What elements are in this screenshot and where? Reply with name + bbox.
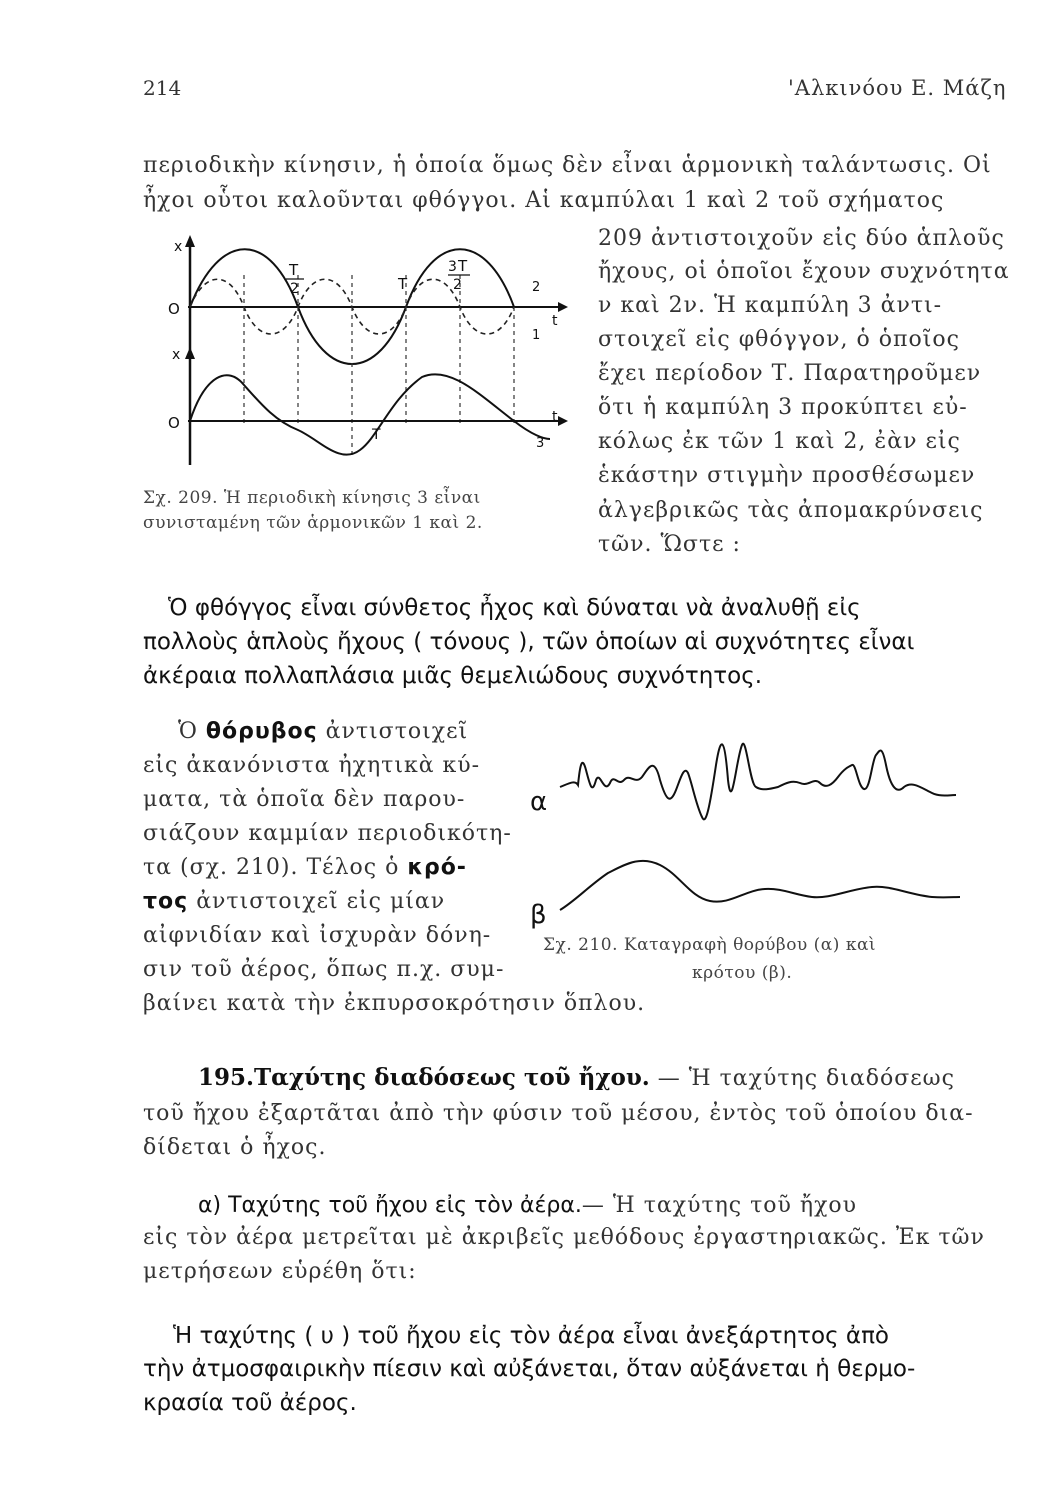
intro-side-2: ἤχους, οἱ ὁποῖοι ἔχουν συχνότητα [598,259,1010,284]
fig209-label-o-top: O [168,300,180,318]
noise-line-6: τος ἀντιστοιχεῖ εἰς μίαν [143,889,446,914]
noise-line-7: αἰφνιδίαν καὶ ἰσχυρὰν δόνη- [143,923,492,948]
subsection-a-line-2: εἰς τὸν ἀέρα μετρεῖται μὲ ἀκριβεῖς μεθόδους ἐργαστηριακῶς. Ἐκ τῶν [143,1225,985,1250]
fig209-label-half-T-num: T [289,261,299,279]
intro-line-2: ἦχοι οὗτοι καλοῦνται φθόγγοι. Αἱ καμπύλαι 1 καὶ 2 τοῦ σχήματος [143,188,945,213]
noise-line-1: Ὁ θόρυβος ἀντιστοιχεῖ [178,719,469,744]
intro-side-4: στοιχεῖ εἰς φθόγγον, ὁ ὁποῖος [598,327,960,352]
subsection-a-line-1: α) Ταχύτης τοῦ ἤχου εἰς τὸν ἀέρα.— Ἡ ταχύτης τοῦ ἤχου [198,1193,858,1218]
fig210-caption-1: Σχ. 210. Καταγραφὴ θορύβου (α) καὶ [543,935,877,955]
noise-line-3: ματα, τὰ ὁποῖα δὲν παρου- [143,787,466,812]
figure-210 [520,725,970,935]
intro-side-9: ἀλγεβρικῶς τὰς ἀπομακρύνσεις [598,498,984,523]
fig209-label-t-bottom: t [552,409,558,425]
fig209-bottom-x-arrow [558,416,568,426]
noise-line-4: σιάζουν καμμίαν περιοδικότη- [143,821,512,846]
fig209-label-t-top: t [552,313,558,329]
fig209-caption-2: συνισταμένη τῶν ἁρμονικῶν 1 καὶ 2. [143,513,483,533]
intro-side-3: ν καὶ 2ν. Ἡ καμπύλη 3 ἀντι- [598,293,943,318]
fig209-label-curve-3: 3 [536,436,545,451]
fig209-label-x-top: x [174,239,183,255]
rule2-line-2: τὴν ἀτμοσφαιρικὴν πίεσιν καὶ αὐξάνεται, ὅταν αὐξάνεται ἡ θερμο- [143,1356,916,1382]
running-title: 'Αλκινόου Ε. Μάζη [788,76,1007,100]
subsection-a-heading: α) Ταχύτης τοῦ ἤχου εἰς τὸν ἀέρα. [198,1193,582,1218]
intro-side-8: ἑκάστην στιγμὴν προσθέσωμεν [598,463,976,488]
noise-line-5: τα (σχ. 210). Τέλος ὁ κρό- [143,855,467,880]
section-195-line-2: τοῦ ἤχου ἐξαρτᾶται ἀπὸ τὴν φύσιν τοῦ μέσου, ἐντὸς τοῦ ὁποίου δια- [143,1101,974,1126]
section-title: Ταχύτης διαδόσεως τοῦ ἤχου. [254,1064,650,1091]
intro-side-10: τῶν. Ὥστε : [598,532,741,557]
page-number: 214 [143,76,182,100]
section-195-line-3: δίδεται ὁ ἦχος. [143,1135,327,1160]
subsection-a-line-3: μετρήσεων εὑρέθη ὅτι: [143,1259,417,1284]
intro-line-1: περιοδικὴν κίνησιν, ἡ ὁποία ὅμως δὲν εἶναι ἁρμονικὴ ταλάντωσις. Οἱ [143,153,992,178]
fig209-top-y-arrow [185,235,195,247]
term-bang: κρό- [407,855,467,880]
fig209-label-3T-T: T [458,257,468,275]
intro-side-6: ὅτι ἡ καμπύλη 3 προκύπτει εὐ- [598,395,968,420]
noise-line-2: εἰς ἀκανόνιστα ἠχητικὰ κύ- [143,753,481,778]
noise-line-9: βαίνει κατὰ τὴν ἐκπυρσοκρότησιν ὅπλου. [143,991,646,1016]
fig209-label-curve-1: 1 [532,328,541,343]
rule2-line-3: κρασία τοῦ ἀέρος. [143,1390,357,1416]
fig209-top-x-arrow [558,302,568,312]
fig210-noise-trace [560,744,956,820]
rule1-line-3: ἀκέραια πολλαπλάσια μιᾶς θεμελιώδους συχνότητος. [143,663,763,689]
fig210-label-b: β [530,900,547,930]
fig209-label-o-bottom: O [168,414,180,432]
fig209-label-x-bottom: x [172,347,181,363]
term-noise: θόρυβος [205,719,318,744]
fig209-label-3T-den: 2 [453,277,462,293]
fig210-caption-2: κρότου (β). [692,963,793,983]
fig209-label-half-T-den: 2 [290,281,299,297]
section-number: 195. [198,1064,255,1091]
intro-side-7: κόλως ἐκ τῶν 1 καὶ 2, ἐὰν εἰς [598,429,961,454]
fig209-label-T-bottom: T [372,427,381,443]
fig210-label-a: α [530,787,548,817]
intro-side-5: ἔχει περίοδον Τ. Παρατηροῦμεν [598,361,982,386]
fig209-label-curve-2: 2 [532,280,541,295]
fig209-caption-1: Σχ. 209. Ἡ περιοδικὴ κίνησις 3 εἶναι [143,488,481,508]
rule2-line-1: Ἡ ταχύτης ( υ ) τοῦ ἤχου εἰς τὸν ἀέρα εἶναι ἀνεξάρτητος ἀπὸ [173,1323,889,1349]
rule1-line-2: πολλοὺς ἁπλοὺς ἤχους ( τόνους ), τῶν ὁποίων αἱ συχνότητες εἶναι [143,629,915,655]
fig209-label-3T-three: 3 [448,259,457,275]
figure-209 [160,225,580,480]
fig209-bottom-y-arrow [185,347,195,359]
section-195-heading: 195.Ταχύτης διαδόσεως τοῦ ἤχου. — Ἡ ταχύτης διαδόσεως [198,1064,955,1091]
fig210-bang-trace [560,861,960,910]
intro-side-1: 209 ἀντιστοιχοῦν εἰς δύο ἁπλοῦς [598,226,1005,251]
rule1-line-1: Ὁ φθόγγος εἶναι σύνθετος ἦχος καὶ δύναται νὰ ἀναλυθῇ εἰς [168,595,861,621]
fig209-label-T: T [398,275,408,293]
noise-line-8: σιν τοῦ ἀέρος, ὅπως π.χ. συμ- [143,957,505,982]
